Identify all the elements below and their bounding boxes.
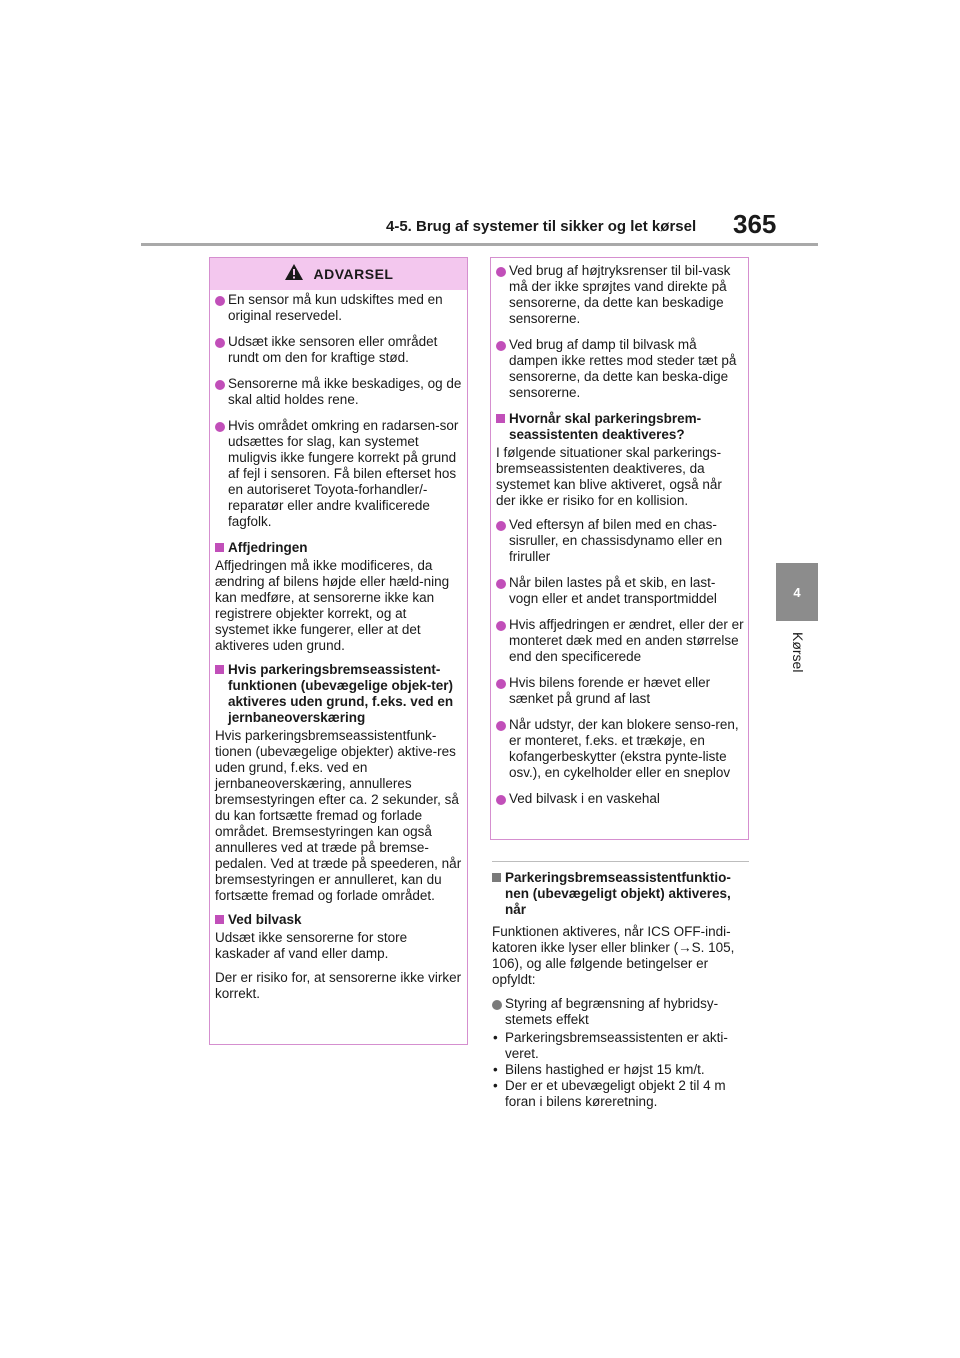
deactivate-bullet: Hvis affjedringen er ændret, eller der er monteret dæk med en anden størrelse end den specificerede <box>496 617 744 665</box>
section-divider <box>492 861 749 862</box>
deactivate-text: I følgende situationer skal parkerings-bremseassistenten deaktiveres, da systemet kan blive aktiveret, også når der ikke er risiko for en kollision. <box>496 445 722 508</box>
activation-heading: Parkeringsbremseassistentfunktio-nen (ubevægeligt objekt) aktiveres, når <box>492 870 749 918</box>
warning-bullet: Udsæt ikke sensoren eller området rundt om den for kraftige stød. <box>215 334 463 366</box>
chapter-label: Kørsel <box>790 632 806 673</box>
deactivate-bullet: Når udstyr, der kan blokere senso-ren, er monteret, f.eks. et trækøje, en kofangerbeskytter (ekstra pynte-liste osv.), en cykelholder eller en sneplov <box>496 717 744 781</box>
condition-item: • Parkeringsbremseassistenten er akti-veret. <box>492 1030 749 1062</box>
bilvask-text-1: Udsæt ikke sensorerne for store kaskader af vand eller damp. <box>215 930 408 961</box>
chapter-tab <box>776 563 818 621</box>
header-divider <box>141 243 818 246</box>
warning-body-right <box>496 263 744 817</box>
deactivate-bullet: Når bilen lastes på et skib, en last-vogn eller et andet transportmiddel <box>496 575 744 607</box>
false-activation-heading: Hvis parkeringsbremseassistent-funktionen (ubevægelige objek-ter) aktiveres uden grund, f.eks. ved en jernbaneoverskæring <box>215 662 463 726</box>
warning-bullet: En sensor må kun udskiftes med en original reservedel. <box>215 292 463 324</box>
chapter-number: 4 <box>793 584 801 600</box>
deactivate-heading: Hvornår skal parkeringsbrem-seassistenten deaktiveres? <box>496 411 744 443</box>
warning-title: ADVARSEL <box>313 266 394 282</box>
affjedringen-text: Affjedringen må ikke modificeres, da ændring af bilens højde eller hæld-ning kan medføre, at sensorerne ikke kan registrere objekter korrekt, og at systemet ikke fungerer, eller at det aktiveres uden grund. <box>215 558 450 653</box>
deactivate-bullet: Ved bilvask i en vaskehal <box>496 791 744 807</box>
warning-triangle-icon <box>284 263 304 284</box>
false-activation-text: Hvis parkeringsbremseassistentfunk-tionen (ubevægelige objekter) aktive-res uden grund, f.eks. ved en jernbaneoverskæring, annulleres bremsestyringen efter ca. 2 sekunder, så du kan fortsætte fremad og forlade området. Bremsestyringen kan også annulleres ved at træde på bremse-pedalen. Ved at træde på speederen, når bremsestyringen er annulleret, kan du fortsætte fremad og forlade området. <box>215 728 462 903</box>
condition-item: • Bilens hastighed er højst 15 km/t. <box>492 1062 749 1078</box>
page-number: 365 <box>733 209 777 239</box>
bilvask-heading: Ved bilvask <box>215 912 463 928</box>
warning-body-left <box>215 292 463 1010</box>
deactivate-bullet: Hvis bilens forende er hævet eller sænket på grund af last <box>496 675 744 707</box>
warning-bullet: Ved brug af damp til bilvask må dampen ikke rettes mod steder tæt på sensorerne, da dette kan beska-dige sensorerne. <box>496 337 744 401</box>
warning-box-right <box>490 257 749 840</box>
deactivate-bullet: Ved eftersyn af bilen med en chas-sisruller, en chassisdynamo eller en friruller <box>496 517 744 565</box>
warning-bullet: Sensorerne må ikke beskadiges, og de skal altid holdes rene. <box>215 376 463 408</box>
main-section <box>492 864 749 1110</box>
warning-header <box>210 258 467 290</box>
condition-item: • Der er et ubevægeligt objekt 2 til 4 m foran i bilens køreretning. <box>492 1078 749 1110</box>
activation-text: Funktionen aktiveres, når ICS OFF-indi-katoren ikke lyser eller blinker (→S. 105, 106), og alle følgende betingelser er opfyldt: <box>492 924 735 987</box>
warning-box-left <box>209 257 468 1045</box>
warning-bullet: Ved brug af højtryksrenser til bil-vask må der ikke sprøjtes vand direkte på sensorerne, da dette kan beskadige sensorerne. <box>496 263 744 327</box>
section-title: 4-5. Brug af systemer til sikker og let kørsel <box>386 218 697 235</box>
activation-bullet: Styring af begrænsning af hybridsy-stemets effekt <box>492 996 749 1028</box>
bilvask-text-2: Der er risiko for, at sensorerne ikke virker korrekt. <box>215 970 462 1001</box>
affjedringen-heading: Affjedringen <box>215 540 463 556</box>
warning-bullet: Hvis området omkring en radarsen-sor udsættes for slag, kan systemet muligvis ikke fungere korrekt på grund af fejl i sensoren. Få bilen efterset hos en autoriseret Toyota-forhandler/-reparatør eller andre kvalificerede fagfolk. <box>215 418 463 530</box>
